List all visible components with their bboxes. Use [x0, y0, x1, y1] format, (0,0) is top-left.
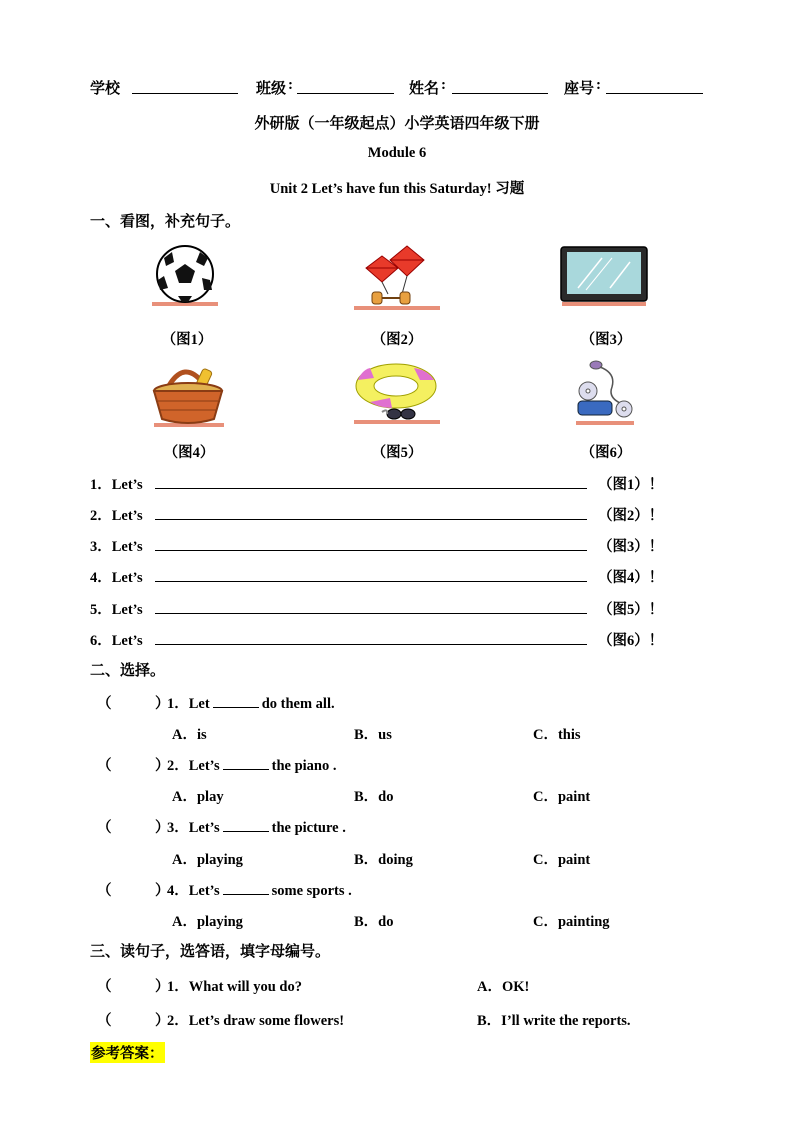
school-label: 学校	[90, 81, 121, 97]
option-b[interactable]: B．do	[354, 914, 394, 930]
answer-line-2[interactable]	[155, 519, 587, 520]
kite-icon	[352, 242, 442, 312]
caption-2: （图2）	[371, 332, 423, 348]
name-field[interactable]	[452, 92, 548, 94]
swim-ring-icon	[352, 358, 442, 426]
seat-label: 座号	[564, 81, 595, 97]
answer-blank[interactable]	[223, 882, 269, 895]
match-option-a: A．OK!	[477, 979, 530, 995]
caption-3: （图3）	[580, 332, 632, 348]
match-option-b: B．I’ll write the reports.	[477, 1013, 631, 1029]
option-b[interactable]: B．us	[354, 727, 392, 743]
option-c[interactable]: C．this	[533, 727, 581, 743]
option-a[interactable]: A．play	[172, 789, 224, 805]
cd-player-icon	[572, 357, 638, 427]
option-a[interactable]: A．is	[172, 727, 207, 743]
module-title: Module 6	[367, 145, 427, 161]
answer-blank[interactable]	[223, 757, 269, 770]
option-c[interactable]: C．paint	[533, 789, 591, 805]
caption-5: （图5）	[371, 445, 423, 461]
school-field[interactable]	[132, 92, 238, 94]
page-title: 外研版（一年级起点）小学英语四年级下册	[254, 116, 540, 132]
answer-blank[interactable]	[213, 695, 259, 708]
option-a[interactable]: A．playing	[172, 914, 243, 930]
answer-key-label: 参考答案：	[90, 1042, 165, 1063]
option-b[interactable]: B．do	[354, 789, 394, 805]
answer-line-3[interactable]	[155, 550, 587, 551]
picnic-basket-icon	[148, 357, 228, 429]
seat-field[interactable]	[606, 92, 703, 94]
caption-6: （图6）	[580, 445, 632, 461]
unit-title: Unit 2 Let’s have fun this Saturday! 习题	[269, 181, 525, 197]
answer-line-6[interactable]	[155, 644, 587, 645]
name-label: 姓名	[409, 81, 440, 97]
answer-line-5[interactable]	[155, 613, 587, 614]
class-label: 班级	[256, 81, 287, 97]
student-info-header: 学校 班级 : 姓名 : 座号 :	[90, 77, 710, 99]
answer-line-4[interactable]	[155, 581, 587, 582]
section-heading-2: 二、选择。	[90, 663, 166, 679]
section-heading-3: 三、读句子，选答语，填字母编号。	[90, 944, 331, 960]
option-c[interactable]: C．paint	[533, 852, 591, 868]
option-b[interactable]: B．doing	[354, 852, 413, 868]
caption-4: （图4）	[163, 445, 215, 461]
caption-1: （图1）	[161, 332, 213, 348]
answer-line-1[interactable]	[155, 488, 587, 489]
answer-blank[interactable]	[223, 819, 269, 832]
option-a[interactable]: A．playing	[172, 852, 243, 868]
television-icon	[558, 244, 650, 310]
soccer-ball-icon	[150, 244, 220, 310]
section-heading-1: 一、看图，补充句子。	[90, 214, 241, 230]
option-c[interactable]: C．painting	[533, 914, 610, 930]
class-field[interactable]	[297, 92, 394, 94]
